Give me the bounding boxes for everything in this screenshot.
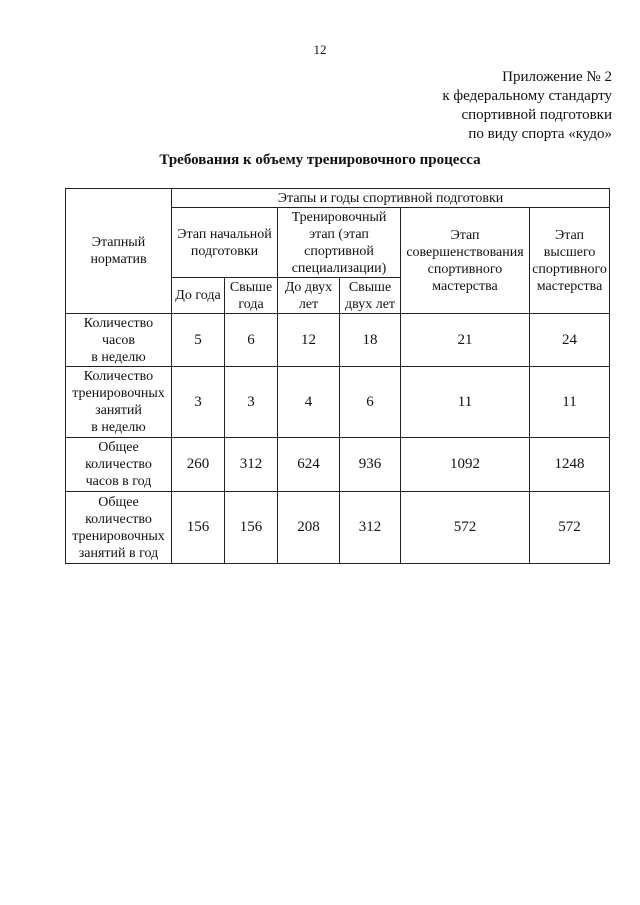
table-cell: 572 (530, 492, 610, 564)
table-cell: 3 (172, 367, 225, 438)
sub-header-up-to-year: До года (172, 278, 225, 314)
table-cell: 156 (172, 492, 225, 564)
appendix-line-1: Приложение № 2 (502, 69, 612, 85)
group-header: Этапы и годы спортивной подготовки (172, 189, 610, 208)
table-cell: 6 (340, 367, 401, 438)
table-row (66, 314, 610, 367)
table-cell: 312 (340, 492, 401, 564)
stage-improvement-header: Этап совершенствования спортивного мастерства (401, 208, 530, 314)
stage-training-header: Тренировочный этап (этап спортивной специализации) (278, 208, 401, 278)
table-cell: 208 (278, 492, 340, 564)
training-requirements-table (65, 188, 610, 564)
corner-header: Этапный норматив (66, 189, 172, 314)
table-cell: 6 (225, 314, 278, 367)
table-cell: 1092 (401, 438, 530, 492)
row-label: Общее количество часов в год (66, 438, 172, 492)
table-cell: 260 (172, 438, 225, 492)
table-cell: 18 (340, 314, 401, 367)
table-row (66, 367, 610, 438)
sub-header-over-year: Свыше года (225, 278, 278, 314)
appendix-line-3: спортивной подготовки (461, 107, 612, 123)
table-cell: 5 (172, 314, 225, 367)
table-cell: 21 (401, 314, 530, 367)
table-cell: 11 (530, 367, 610, 438)
table-cell: 156 (225, 492, 278, 564)
table-cell: 3 (225, 367, 278, 438)
sub-header-up-to-two-years: До двух лет (278, 278, 340, 314)
table-cell: 11 (401, 367, 530, 438)
appendix-line-2: к федеральному стандарту (442, 88, 612, 104)
table-row (66, 438, 610, 492)
table-cell: 936 (340, 438, 401, 492)
sub-header-over-two-years: Свыше двух лет (340, 278, 401, 314)
document-title: Требования к объему тренировочного процесса (159, 152, 481, 168)
appendix-block (442, 68, 612, 144)
table-cell: 12 (278, 314, 340, 367)
row-label: Количество тренировочных занятий в неделю (66, 367, 172, 438)
page-number: 12 (313, 42, 327, 57)
table-cell: 572 (401, 492, 530, 564)
table-cell: 4 (278, 367, 340, 438)
table-cell: 1248 (530, 438, 610, 492)
table-cell: 24 (530, 314, 610, 367)
appendix-line-4: по виду спорта «кудо» (468, 126, 612, 142)
row-label: Общее количество тренировочных занятий в год (66, 492, 172, 564)
stage-initial-header: Этап начальной подготовки (172, 208, 278, 278)
table-cell: 624 (278, 438, 340, 492)
table-cell: 312 (225, 438, 278, 492)
stage-highest-header: Этап высшего спортивного мастерства (530, 208, 610, 314)
table-row (66, 492, 610, 564)
row-label: Количество часов в неделю (66, 314, 172, 367)
